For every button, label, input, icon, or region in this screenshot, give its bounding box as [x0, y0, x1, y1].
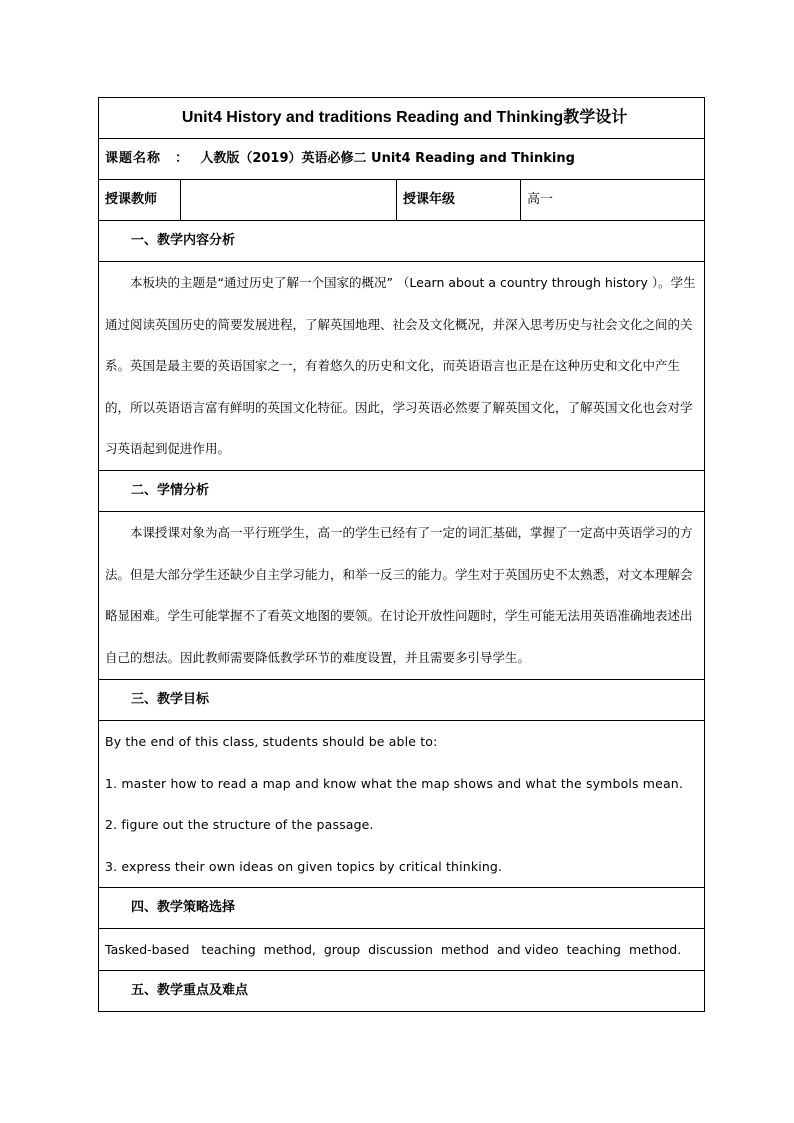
teacher-value	[181, 180, 397, 221]
strategy-heading-row	[99, 888, 705, 929]
student-analysis-heading: 二、学情分析	[99, 471, 705, 512]
strategy-heading: 四、教学策略选择	[99, 888, 705, 929]
objectives-heading: 三、教学目标	[99, 680, 705, 721]
teacher-grade-row	[99, 180, 705, 221]
student-analysis-text: 本课授课对象为高一平行班学生，高一的学生已经有了一定的词汇基础，掌握了一定高中英语学习的方法。但是大部分学生还缺少自主学习能力，和举一反三的能力。学生对于英国历史不太熟悉，对文本理解会略显困难。学生可能掌握不了看英文地图的要领。在讨论开放性问题时，学生可能无法用英语准确地表述出自己的想法。因此教师需要降低教学环节的难度设置，并且需要多引导学生。	[105, 525, 693, 665]
grade-label: 授课年级	[397, 180, 521, 221]
objectives-heading-row	[99, 680, 705, 721]
strategy-body-row	[99, 929, 705, 971]
grade-value: 高一	[521, 180, 705, 221]
course-cell	[99, 139, 705, 180]
course-row	[99, 139, 705, 180]
lesson-plan-table	[98, 97, 705, 1012]
key-points-heading: 五、教学重点及难点	[99, 971, 705, 1012]
content-analysis-heading: 一、教学内容分析	[99, 221, 705, 262]
objective-item: 3. express their own ideas on given topics by critical thinking.	[105, 858, 503, 874]
course-colon: ：	[175, 151, 189, 167]
objective-item: 1. master how to read a map and know what the map shows and what the symbols mean.	[105, 775, 683, 791]
teacher-label: 授课教师	[99, 180, 181, 221]
student-analysis-heading-row	[99, 471, 705, 512]
course-label: 课题名称	[105, 151, 162, 167]
key-points-heading-row	[99, 971, 705, 1012]
student-analysis-body-row	[99, 512, 705, 680]
strategy-text: Tasked-based teaching method, group discussion method and video teaching method.	[99, 929, 705, 971]
objective-item: 2. figure out the structure of the passage.	[105, 817, 374, 832]
objectives-body-row	[99, 721, 705, 888]
content-analysis-heading-row	[99, 221, 705, 262]
objectives-intro: By the end of this class, students should be able to:	[105, 734, 438, 749]
content-analysis-body-row	[99, 262, 705, 471]
course-value: 人教版（2019）英语必修二 Unit4 Reading and Thinking	[200, 151, 575, 167]
title-row	[99, 98, 705, 139]
document-title: Unit4 History and traditions Reading and Thinking教学设计	[99, 98, 705, 139]
content-analysis-text: 本板块的主题是“通过历史了解一个国家的概况” （Learn about a country through history ）。学生通过阅读英国历史的简要发展进程，了解英国地理、社会及文化概况，并深入思考历史与社会文化之间的关系。英国是最主要的英语国家之一，有着悠久的历史和文化，而英语语言也正是在这种历史和文化中产生的，所以英语语言富有鲜明的英国文化特征。因此，学习英语必然要了解英国文化，了解英国文化也会对学习英语起到促进作用。	[105, 275, 696, 456]
